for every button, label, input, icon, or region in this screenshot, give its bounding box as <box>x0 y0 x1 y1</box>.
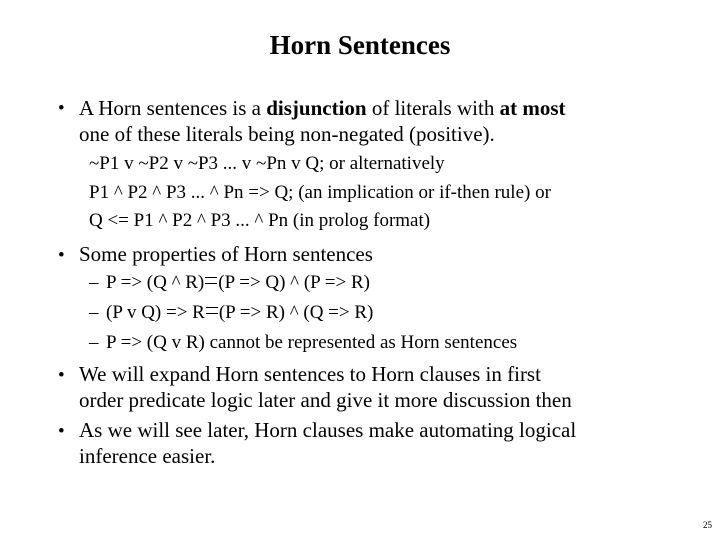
bullet-marker: • <box>58 421 65 442</box>
bullet1-text-c: of literals with <box>366 96 500 120</box>
bullet1-sub2: P1 ^ P2 ^ P3 ... ^ Pn => Q; (an implication or if-then rule) or <box>89 182 551 203</box>
bullet-marker: • <box>58 365 65 386</box>
bullet3-line2: order predicate logic later and give it more discussion then <box>79 388 572 412</box>
property2-right: (P => R) ^ (Q => R) <box>218 302 374 323</box>
bullet3-line1: We will expand Horn sentences to Horn clauses in first <box>79 362 541 386</box>
bullet1-sub3: Q <= P1 ^ P2 ^ P3 ... ^ Pn (in prolog format) <box>89 210 431 231</box>
bullet1-emph-at-most: at most <box>499 96 566 120</box>
property1-right: (P => Q) ^ (P => R) <box>218 272 370 293</box>
slide-title: Horn Sentences <box>269 30 451 60</box>
bullet-marker: • <box>58 98 65 119</box>
dash-marker: – <box>89 302 99 323</box>
bullet4-line1: As we will see later, Horn clauses make automating logical <box>79 418 577 442</box>
property-equivalence-2 <box>106 302 373 324</box>
bullet1-sub1: ~P1 v ~P2 v ~P3 ... v ~Pn v Q; or alternatively <box>89 153 445 174</box>
bullet1-text-a: A Horn sentences is a <box>79 96 267 120</box>
bullet1-line2: one of these literals being non-negated (positive). <box>79 122 495 146</box>
bullet-marker: • <box>58 245 65 266</box>
bullet1-emph-disjunction: disjunction <box>266 96 367 120</box>
equivalence-symbol-icon <box>205 277 217 284</box>
equivalence-symbol-icon <box>206 307 218 314</box>
page-number: 25 <box>703 520 712 530</box>
dash-marker: – <box>89 332 99 353</box>
property1-left: P => (Q ^ R) <box>106 272 205 293</box>
bullet4-line2: inference easier. <box>79 444 216 468</box>
bullet2-text: Some properties of Horn sentences <box>79 242 373 266</box>
bullet1-line1 <box>79 96 565 121</box>
property2-left: (P v Q) => R <box>106 302 205 323</box>
property3-text: P => (Q v R) cannot be represented as Horn sentences <box>106 332 518 353</box>
dash-marker: – <box>89 272 99 293</box>
property-equivalence-1 <box>106 272 370 294</box>
